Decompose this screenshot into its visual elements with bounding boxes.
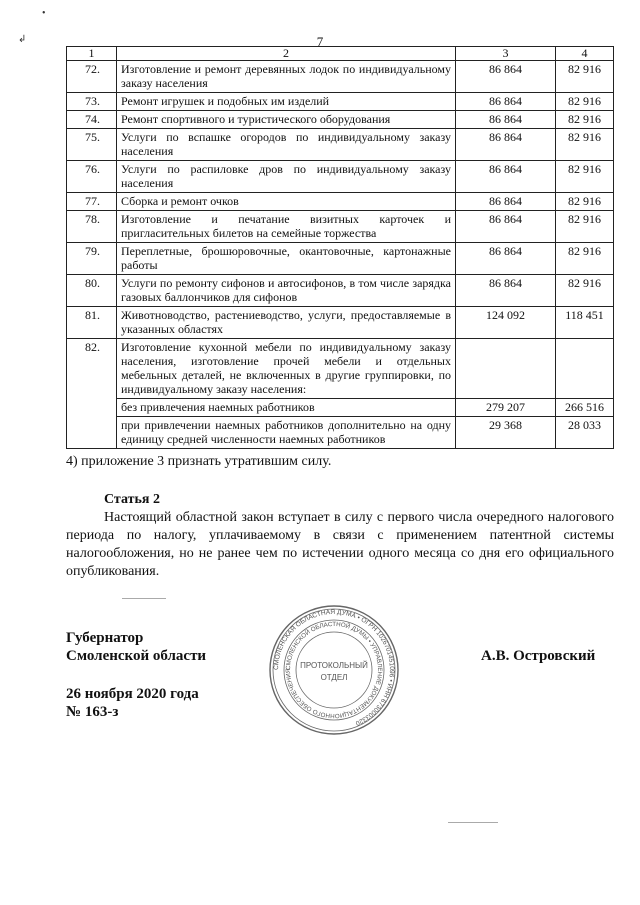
- row-number: 79.: [67, 243, 117, 275]
- header-col-2: 2: [117, 47, 456, 61]
- table-row: [67, 129, 614, 161]
- row-value-col3: 86 864: [456, 161, 556, 193]
- row-number: 77.: [67, 193, 117, 211]
- row-description: Услуги по ремонту сифонов и автосифонов, в том числе зарядка газовых баллончиков для сифонов: [117, 275, 456, 307]
- item-4-text: 4) приложение 3 признать утратившим силу.: [66, 454, 332, 469]
- subrow-value-col4: 266 516: [556, 399, 614, 417]
- table-row: [67, 211, 614, 243]
- table-row: [67, 161, 614, 193]
- row-value-col4: 82 916: [556, 129, 614, 161]
- table-row: [67, 307, 614, 339]
- signature-position-line-2: Смоленской области: [66, 648, 207, 664]
- row-value-col3: 86 864: [456, 61, 556, 93]
- table-header-row: [67, 47, 614, 61]
- signature-date: 26 ноября 2020 года: [66, 686, 199, 702]
- table-subrow-with-employees: [67, 417, 614, 449]
- row-number: 75.: [67, 129, 117, 161]
- row-number: 81.: [67, 307, 117, 339]
- row-description: Ремонт спортивного и туристического оборудования: [117, 111, 456, 129]
- stamp-outer-text: СМОЛЕНСКАЯ ОБЛАСТНАЯ ДУМА • ОГРН 1026701451096 • ИНН 6730003320: [272, 608, 396, 727]
- article-2-title: Статья 2: [104, 492, 160, 507]
- header-col-3: 3: [456, 47, 556, 61]
- header-col-1: 1: [67, 47, 117, 61]
- row-description: Услуги по вспашке огородов по индивидуальному заказу населения: [117, 129, 456, 161]
- corner-mark: •: [42, 8, 46, 19]
- row-value-col3: 86 864: [456, 129, 556, 161]
- row-number: 73.: [67, 93, 117, 111]
- decor-line: [448, 822, 498, 823]
- row-number: 78.: [67, 211, 117, 243]
- table-row-82: [67, 339, 614, 399]
- row-value-col3: 86 864: [456, 111, 556, 129]
- subrow-description: без привлечения наемных работников: [117, 399, 456, 417]
- row-value-col3: 86 864: [456, 193, 556, 211]
- table-row: [67, 243, 614, 275]
- row-value-col4: 82 916: [556, 61, 614, 93]
- table-subrow-without-employees: [67, 399, 614, 417]
- row-value-col3: 86 864: [456, 243, 556, 275]
- row-number: 72.: [67, 61, 117, 93]
- signature-position-line-1: Губернатор: [66, 630, 144, 646]
- row-value-col4: [556, 339, 614, 399]
- row-value-col4: 82 916: [556, 111, 614, 129]
- row-number: 74.: [67, 111, 117, 129]
- stamp-center-line-2: ОТДЕЛ: [320, 673, 348, 682]
- table-row: [67, 275, 614, 307]
- table-row: [67, 111, 614, 129]
- row-value-col3: [456, 339, 556, 399]
- row-description: Переплетные, брошюровочные, окантовочные, картонажные работы: [117, 243, 456, 275]
- row-value-col4: 82 916: [556, 211, 614, 243]
- signature-name: А.В. Островский: [481, 648, 596, 664]
- row-description: Услуги по распиловке дров по индивидуальному заказу населения: [117, 161, 456, 193]
- row-description: Изготовление и ремонт деревянных лодок по индивидуальному заказу населения: [117, 61, 456, 93]
- row-description: Ремонт игрушек и подобных им изделий: [117, 93, 456, 111]
- row-value-col4: 82 916: [556, 275, 614, 307]
- row-value-col3: 86 864: [456, 93, 556, 111]
- subrow-description: при привлечении наемных работников дополнительно на одну единицу средней численности наемных работников: [117, 417, 456, 449]
- row-value-col4: 82 916: [556, 161, 614, 193]
- article-2-text: Настоящий областной закон вступает в силу с первого числа очередного налогового периода по налогу, уплачиваемому в связи с применением патентной системы налогообложения, но не ранее чем по истечении одного месяца со дня его официального опубликования.: [66, 510, 614, 579]
- row-description: Изготовление и печатание визитных карточек и пригласительных билетов на семейные торжества: [117, 211, 456, 243]
- row-description: Сборка и ремонт очков: [117, 193, 456, 211]
- table-row: [67, 93, 614, 111]
- row-value-col4: 82 916: [556, 93, 614, 111]
- row-number: 80.: [67, 275, 117, 307]
- stamp-inner-text: СМОЛЕНСКОЙ ОБЛАСТНОЙ ДУМЫ • УПРАВЛЕНИЕ ДОКУМЕНТАЦИОННОГО ОБЕСПЕЧЕНИЯ: [284, 620, 384, 720]
- row-description: Животноводство, растениеводство, услуги, предоставляемые в указанных областях: [117, 307, 456, 339]
- table-row: [67, 61, 614, 93]
- row-description: Изготовление кухонной мебели по индивидуальному заказу населения, изготовление прочей мебели и отдельных мебельных деталей, не включенных в другие группировки, по индивидуальному заказу населения:: [117, 339, 456, 399]
- row-value-col3: 86 864: [456, 211, 556, 243]
- subrow-value-col3: 279 207: [456, 399, 556, 417]
- page-number: 7: [316, 34, 324, 49]
- law-number: № 163-з: [66, 704, 119, 720]
- subrow-value-col4: 28 033: [556, 417, 614, 449]
- subrow-value-col3: 29 368: [456, 417, 556, 449]
- decor-line: [122, 598, 166, 599]
- header-col-4: 4: [556, 47, 614, 61]
- stamp-center-line-1: ПРОТОКОЛЬНЫЙ: [300, 661, 368, 670]
- tariff-table: [66, 46, 614, 449]
- margin-mark: ↲: [18, 34, 27, 45]
- table-row: [67, 193, 614, 211]
- row-value-col4: 82 916: [556, 193, 614, 211]
- row-number: 76.: [67, 161, 117, 193]
- row-number: 82.: [67, 339, 117, 449]
- row-value-col3: 124 092: [456, 307, 556, 339]
- row-value-col4: 82 916: [556, 243, 614, 275]
- official-stamp: [268, 604, 400, 736]
- row-value-col4: 118 451: [556, 307, 614, 339]
- row-value-col3: 86 864: [456, 275, 556, 307]
